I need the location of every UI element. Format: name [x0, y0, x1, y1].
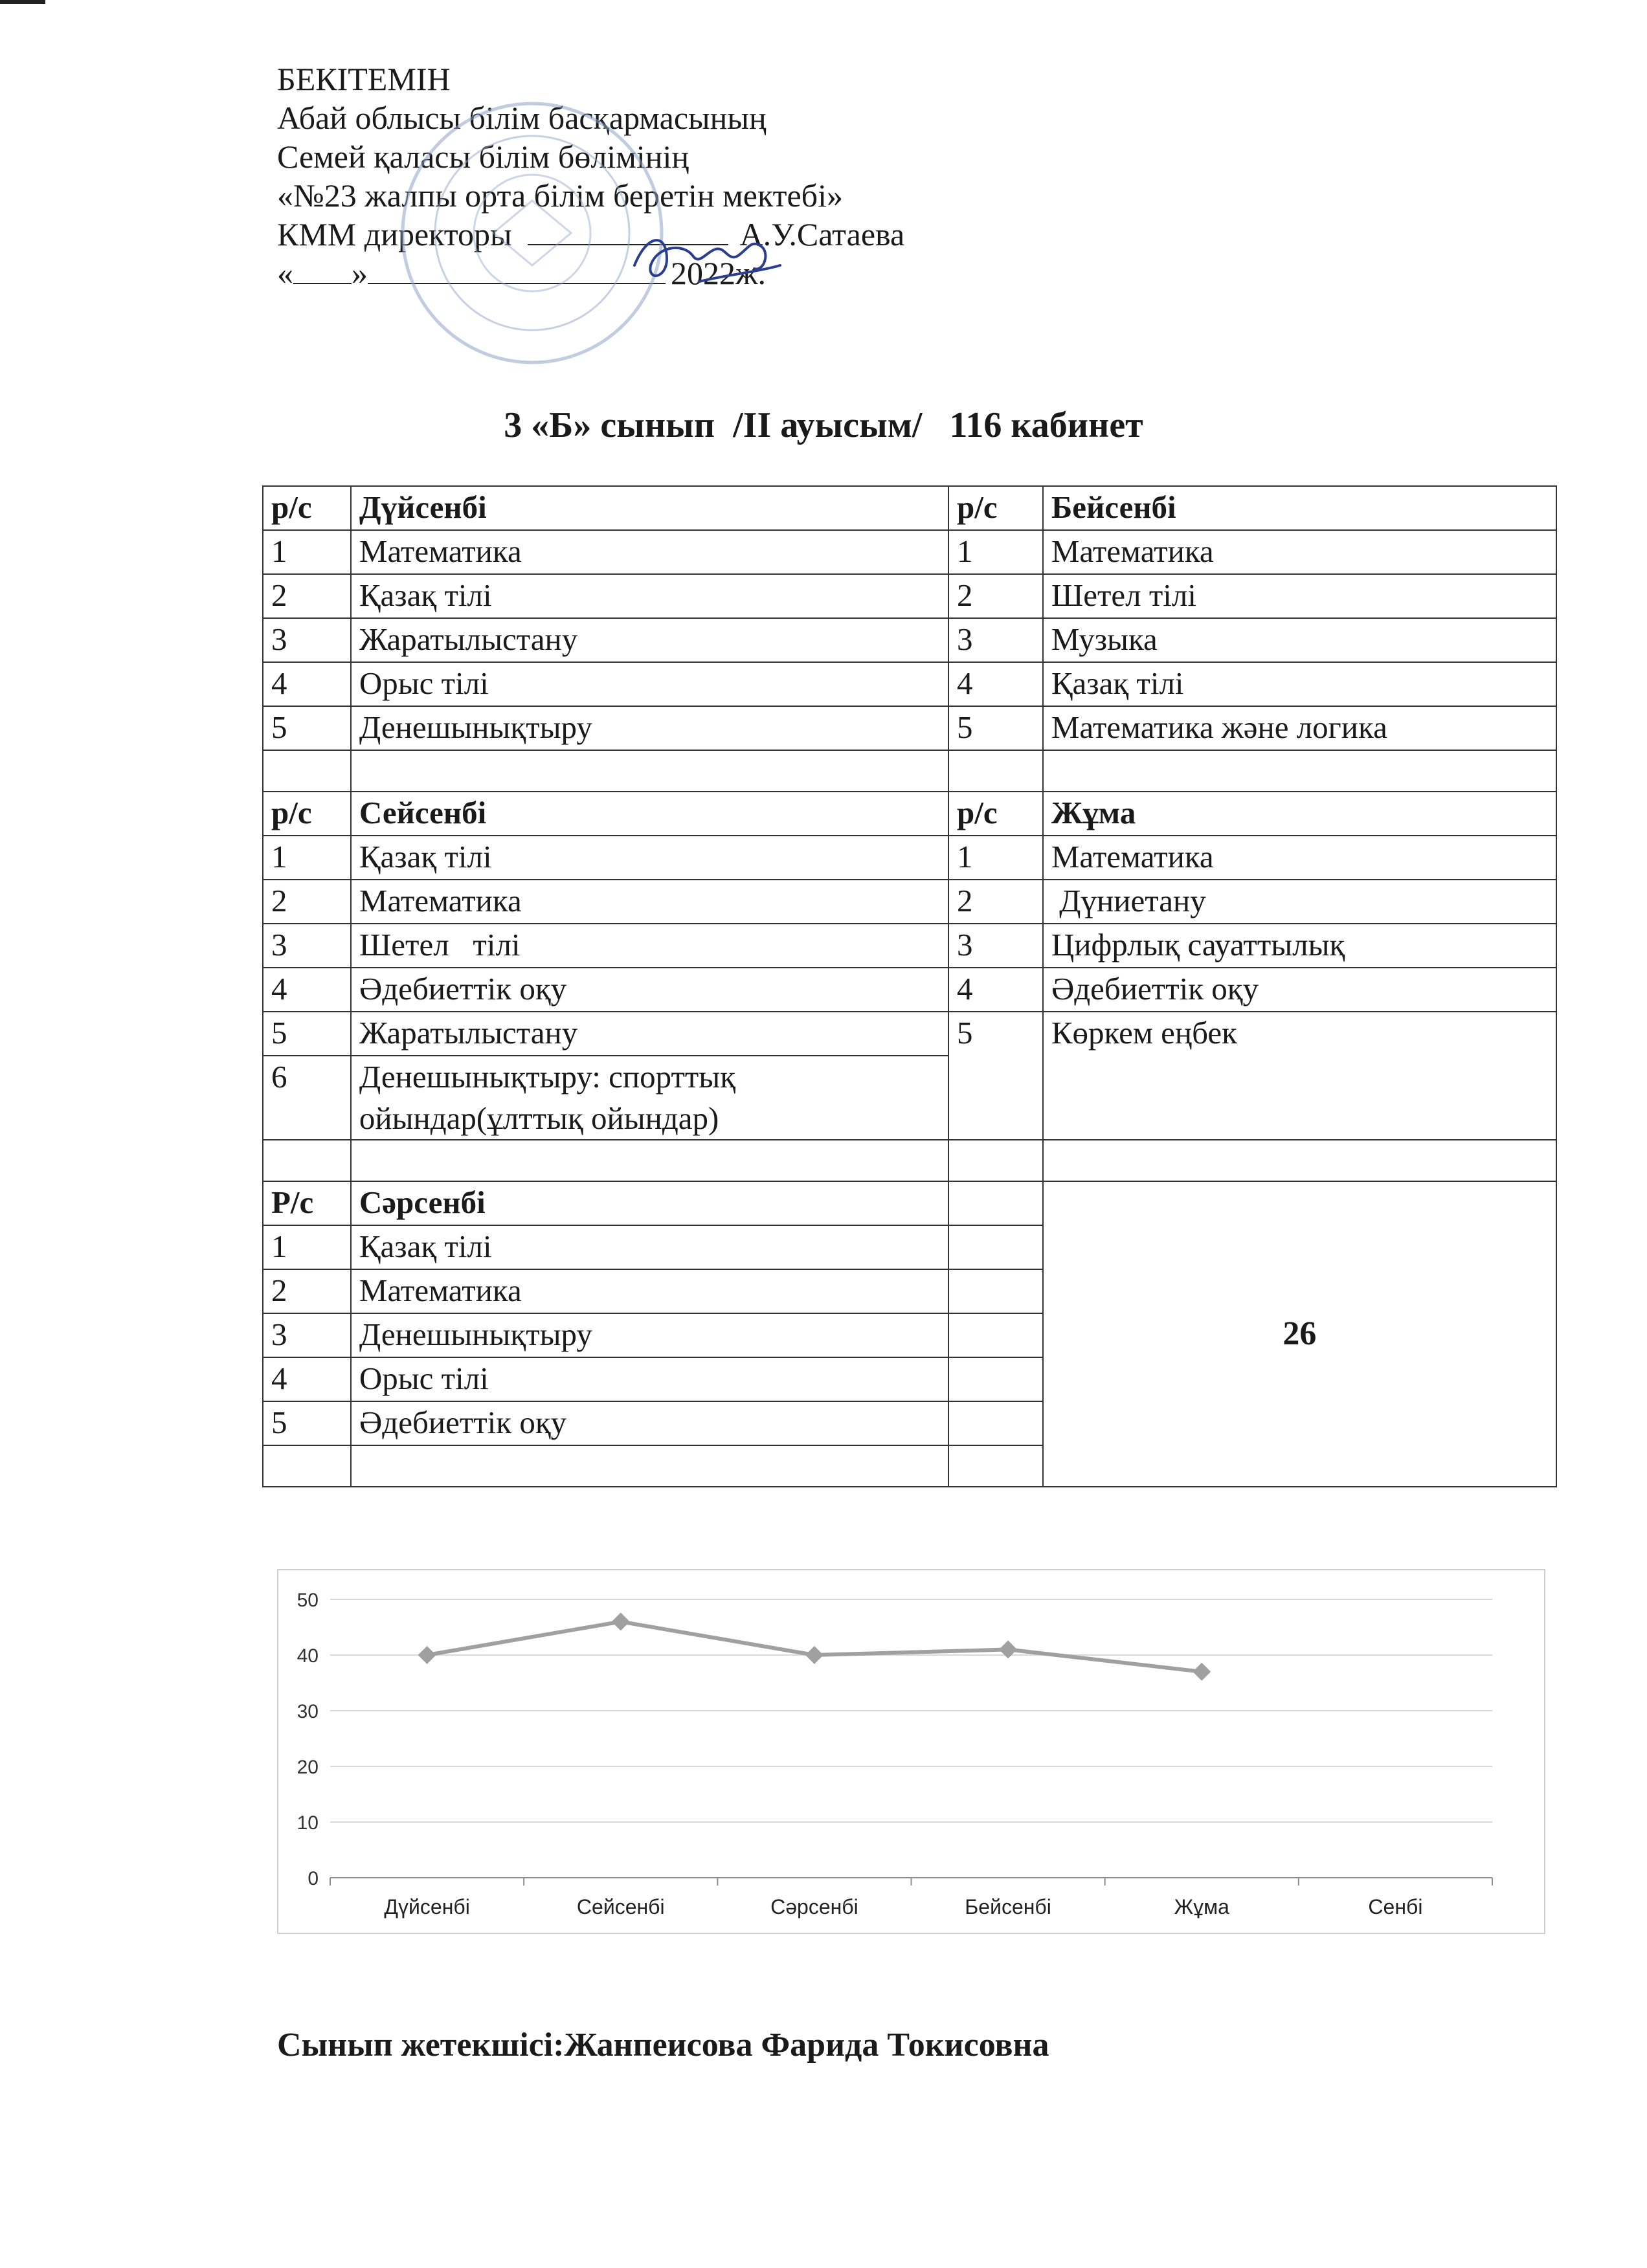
- lesson-number: 5: [263, 1012, 351, 1056]
- lesson-number: 5: [948, 706, 1043, 750]
- lesson-subject: Дүниетану: [1043, 880, 1556, 924]
- lesson-subject: Шетел тілі: [351, 924, 948, 968]
- lesson-subject: Цифрлық сауаттылық: [1043, 924, 1556, 968]
- data-point-marker: [805, 1646, 824, 1664]
- lesson-subject: Математика: [351, 530, 948, 574]
- lesson-subject: Әдебиеттік оқу: [1043, 968, 1556, 1012]
- x-tick-label: Сәрсенбі: [770, 1895, 858, 1918]
- lesson-number: 1: [263, 1225, 351, 1269]
- lesson-number: 2: [948, 880, 1043, 924]
- lesson-subject: Әдебиеттік оқу: [351, 1401, 948, 1445]
- lesson-subject: Денешынықтыру: [351, 706, 948, 750]
- num-header: р/с: [263, 792, 351, 836]
- empty-cell: [948, 1269, 1043, 1313]
- day-header-monday: Дүйсенбі: [351, 486, 948, 530]
- scan-edge-mark: [0, 0, 45, 4]
- lesson-subject: Орыс тілі: [351, 1357, 948, 1401]
- lesson-subject-multiline: [351, 1056, 948, 1140]
- approval-org-line-2: Семей қаласы білім бөлімінің: [277, 139, 689, 175]
- num-header: Р/с: [263, 1181, 351, 1225]
- director-signature: [622, 220, 790, 298]
- page-title: 3 «Б» сынып /II ауысым/ 116 кабинет: [504, 405, 1143, 445]
- lesson-subject: Қазақ тілі: [1043, 662, 1556, 706]
- director-name: А.У.Сатаева: [739, 216, 905, 252]
- lesson-number: 2: [948, 574, 1043, 618]
- num-header: р/с: [948, 486, 1043, 530]
- date-close-quote: »: [352, 255, 368, 291]
- table-row: [263, 706, 1556, 750]
- approval-heading: БЕКІТЕМІН: [277, 61, 451, 97]
- table-row: [263, 530, 1556, 574]
- timetable: [262, 485, 1557, 1487]
- y-tick-label: 20: [297, 1757, 319, 1778]
- lesson-subject: Жаратылыстану: [351, 618, 948, 662]
- lesson-number: 1: [948, 530, 1043, 574]
- line-chart: [278, 1570, 1544, 1933]
- table-row: [263, 662, 1556, 706]
- table-row: [263, 924, 1556, 968]
- lesson-subject: Әдебиеттік оқу: [351, 968, 948, 1012]
- lesson-subject: Музыка: [1043, 618, 1556, 662]
- table-row: [263, 836, 1556, 880]
- y-tick-label: 10: [297, 1812, 319, 1834]
- data-point-marker: [999, 1640, 1017, 1658]
- day-header-wednesday: Сәрсенбі: [351, 1181, 948, 1225]
- lesson-number: 5: [948, 1012, 1043, 1140]
- table-header-row: [263, 486, 1556, 530]
- table-header-row: [263, 1181, 1556, 1225]
- x-tick-label: Жұма: [1174, 1895, 1229, 1918]
- table-spacer-row: [263, 750, 1556, 792]
- x-tick-label: Сейсенбі: [576, 1895, 665, 1918]
- total-lessons-count: 26: [1043, 1181, 1556, 1487]
- lesson-subject-line-2: ойындар(ұлттық ойындар): [359, 1100, 719, 1136]
- lesson-number: 4: [263, 968, 351, 1012]
- x-tick-label: Дүйсенбі: [384, 1895, 470, 1918]
- lesson-subject: Математика: [351, 880, 948, 924]
- lesson-number: 4: [948, 662, 1043, 706]
- date-open-quote: «: [277, 255, 293, 291]
- empty-cell: [948, 1357, 1043, 1401]
- num-header: р/с: [263, 486, 351, 530]
- director-label: КММ директоры: [277, 216, 512, 252]
- day-header-thursday: Бейсенбі: [1043, 486, 1556, 530]
- lesson-subject: Көркем еңбек: [1043, 1012, 1556, 1140]
- y-tick-label: 40: [297, 1645, 319, 1667]
- num-header: р/с: [948, 792, 1043, 836]
- lesson-subject: Математика: [1043, 530, 1556, 574]
- lesson-subject: Математика: [351, 1269, 948, 1313]
- table-header-row: [263, 792, 1556, 836]
- lesson-subject: Жаратылыстану: [351, 1012, 948, 1056]
- lesson-number: 3: [263, 618, 351, 662]
- class-teacher-signature-line: Сынып жетекшісі:Жанпеисова Фарида Токисовна: [277, 2027, 1049, 2063]
- y-tick-label: 0: [308, 1868, 319, 1889]
- lesson-subject: Қазақ тілі: [351, 1225, 948, 1269]
- day-header-tuesday: Сейсенбі: [351, 792, 948, 836]
- approval-org-line-1: Абай облысы білім басқармасының: [277, 100, 767, 136]
- y-tick-label: 50: [297, 1590, 319, 1611]
- lesson-subject: Орыс тілі: [351, 662, 948, 706]
- lesson-number: 5: [263, 1401, 351, 1445]
- empty-cell: [948, 1313, 1043, 1357]
- x-tick-label: Бейсенбі: [965, 1895, 1051, 1918]
- lesson-number: 6: [263, 1056, 351, 1140]
- table-spacer-row: [263, 1140, 1556, 1181]
- lesson-number: 1: [263, 836, 351, 880]
- lesson-number: 4: [263, 1357, 351, 1401]
- lesson-subject: Математика: [1043, 836, 1556, 880]
- lesson-number: 2: [263, 1269, 351, 1313]
- empty-cell: [948, 1181, 1043, 1225]
- table-row: [263, 1012, 1556, 1056]
- day-header-friday: Жұма: [1043, 792, 1556, 836]
- lesson-number: 2: [263, 574, 351, 618]
- x-tick-label: Сенбі: [1368, 1895, 1423, 1918]
- day-blank: [293, 257, 352, 284]
- table-row: [263, 968, 1556, 1012]
- lesson-number: 2: [263, 880, 351, 924]
- date-year: 2022ж.: [671, 255, 767, 291]
- table-row: [263, 618, 1556, 662]
- approval-org-line-3: «№23 жалпы орта білім беретін мектебі»: [277, 177, 843, 214]
- lesson-number: 3: [263, 924, 351, 968]
- data-point-marker: [612, 1612, 630, 1630]
- lesson-number: 4: [948, 968, 1043, 1012]
- y-tick-label: 30: [297, 1701, 319, 1722]
- lesson-subject: Қазақ тілі: [351, 836, 948, 880]
- lesson-number: 1: [948, 836, 1043, 880]
- data-point-marker: [1193, 1663, 1211, 1681]
- empty-cell: [948, 1401, 1043, 1445]
- empty-cell: [948, 1225, 1043, 1269]
- lesson-number: 3: [948, 924, 1043, 968]
- data-point-marker: [418, 1646, 436, 1664]
- weekly-load-chart: [277, 1569, 1545, 1934]
- lesson-number: 4: [263, 662, 351, 706]
- lesson-subject: Қазақ тілі: [351, 574, 948, 618]
- lesson-number: 3: [263, 1313, 351, 1357]
- table-row: [263, 880, 1556, 924]
- lesson-subject: Шетел тілі: [1043, 574, 1556, 618]
- lesson-subject-line-1: Денешынықтыру: спорттық: [359, 1059, 736, 1095]
- lesson-number: 5: [263, 706, 351, 750]
- table-row: [263, 574, 1556, 618]
- lesson-subject: Денешынықтыру: [351, 1313, 948, 1357]
- lesson-number: 3: [948, 618, 1043, 662]
- lesson-number: 1: [263, 530, 351, 574]
- lesson-subject: Математика және логика: [1043, 706, 1556, 750]
